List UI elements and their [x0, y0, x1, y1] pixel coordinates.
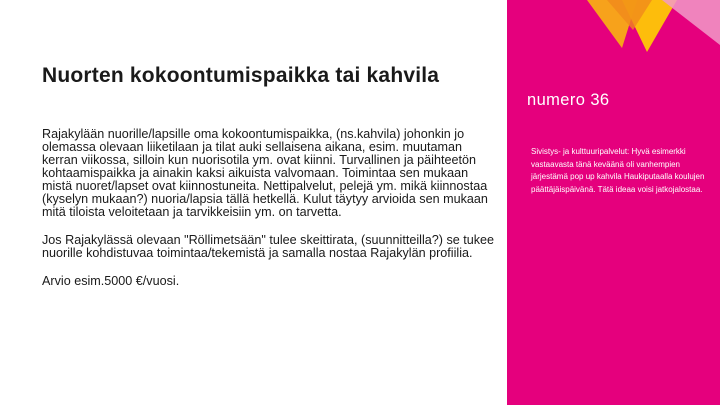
deco-light-pink-shape: [662, 0, 720, 45]
panel-heading: numero 36: [527, 91, 610, 109]
panel-note: Sivistys- ja kulttuuripalvelut: Hyvä esimerkki vastaavasta tänä keväänä oli vanhempien järjestämä pop up kahvila Haukiputaalla koulujen päättäjäispäivänä. Tätä ideaa voisi jatkojalostaa.: [531, 147, 705, 194]
body-paragraph-1: Rajakylään nuorille/lapsille oma kokoontumispaikka, (ns.kahvila) johonkin jo olemassa olevaan liiketilaan ja tilat auki sellaisena aikana, esim. muutaman kerran viikossa, silloin kun nuorisotila ym. ovat kiinni. Turvallinen ja päihteetön kohtaamispaikka ja ainakin kaksi aikuista valvomaan. Toimintaa sen mukaan mistä nuoret/lapset ovat kiinnostuneita. Nettipalvelut, pelejä ym. mikä kiinnostaa (kyselyn mukaan?) nuoria/lapsia tällä hetkellä. Kulut täytyy arvioida sen mukaan mitä tiloista veloitetaan ja tarvikkeisiin ym. on tarvetta.: [42, 127, 488, 219]
slide-body: [42, 128, 497, 303]
decorative-corner-graphic: [567, 0, 720, 70]
slide-title: Nuorten kokoontumispaikka tai kahvila: [42, 64, 440, 87]
body-paragraph-3: Arvio esim.5000 €/vuosi.: [42, 274, 180, 288]
body-paragraph-2: Jos Rajakylässä olevaan "Röllimetsään" tulee skeittirata, (suunnitteilla?) se tukee nuorille kohdistuvaa toimintaa/tekemistä ja samalla nostaa Rajakylän profiilia.: [42, 233, 495, 260]
